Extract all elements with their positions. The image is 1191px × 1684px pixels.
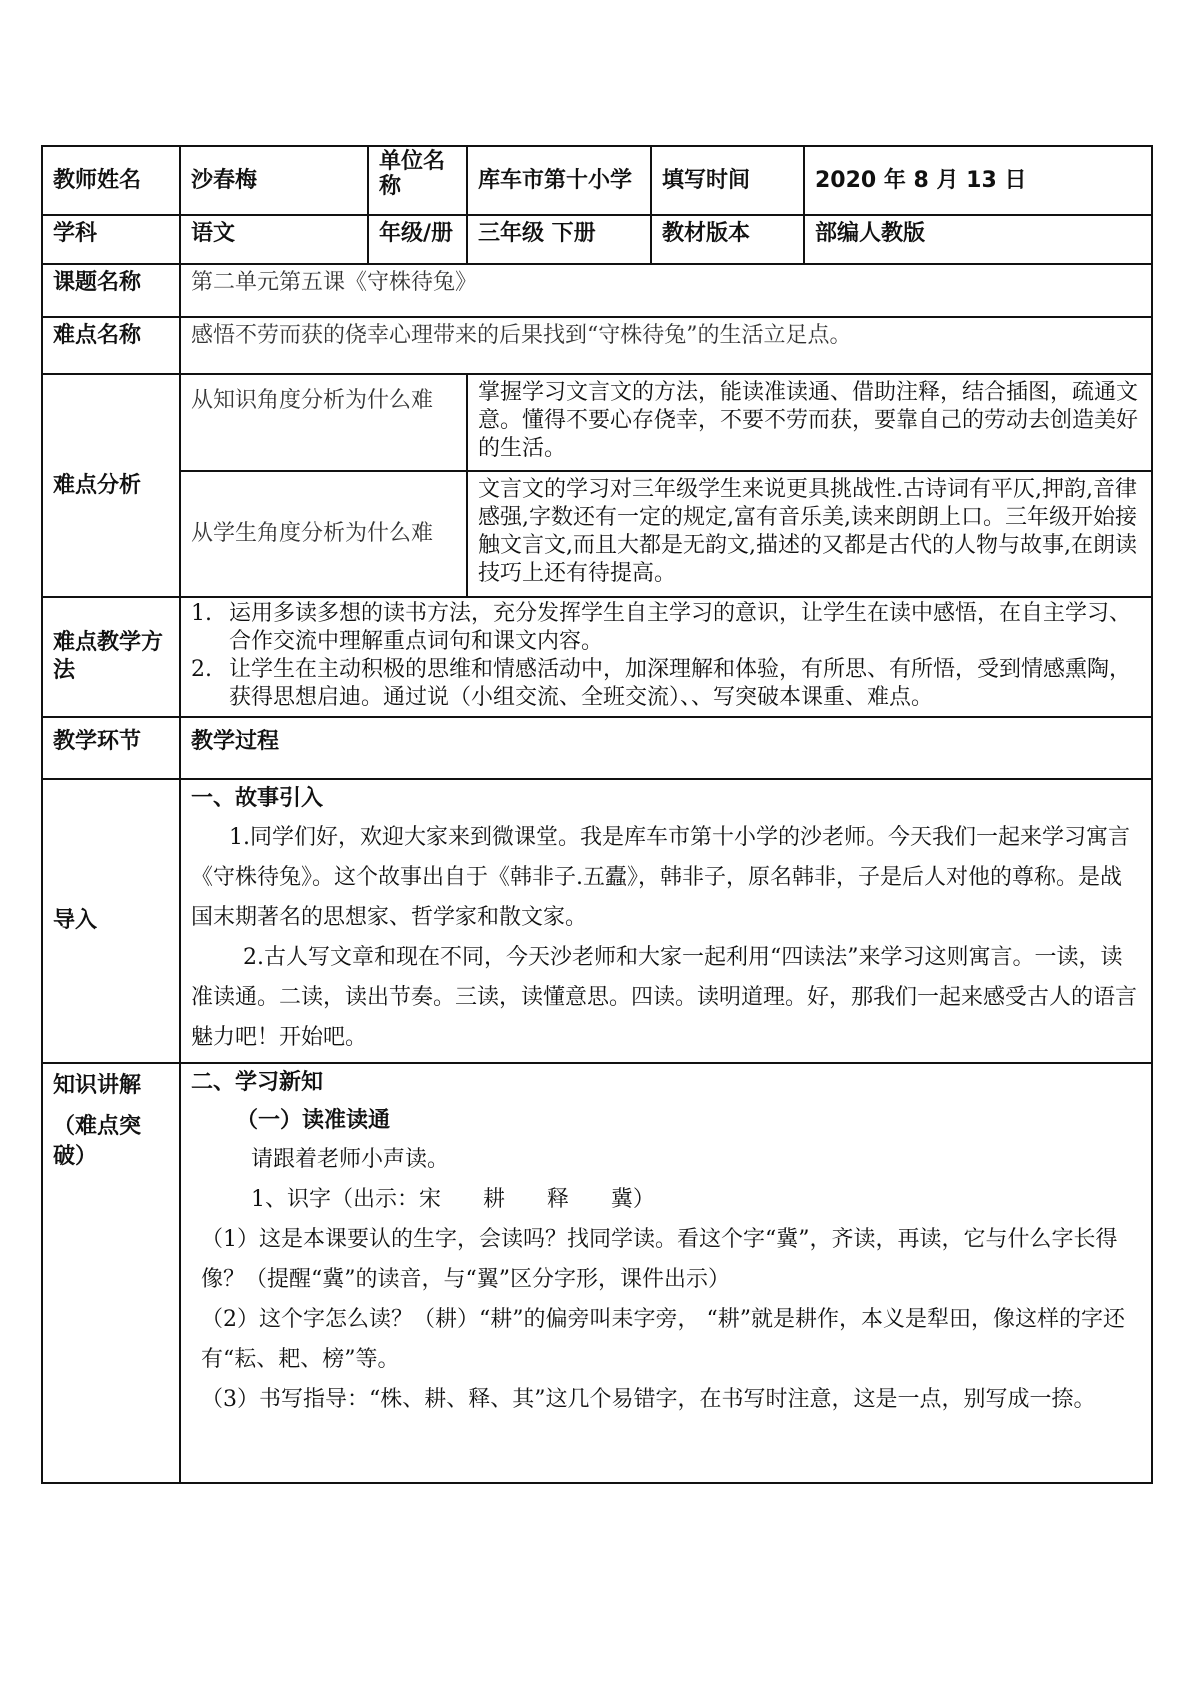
unit-value: 库车市第十小学 [467, 146, 651, 215]
knowledge-content [180, 1063, 1152, 1483]
date-value: 2020 年 8 月 13 日 [804, 146, 1152, 215]
intro-paragraph-2: 2.古人写文章和现在不同，今天沙老师和大家一起利用“四读法”来学习这则寓言。一读，读准读通。二读，读出节奏。三读，读懂意思。四读。读明道理。好，那我们一起来感受古人的语言魅力吧！开始吧。 [191, 945, 1138, 1050]
teacher-value: 沙春梅 [180, 146, 368, 215]
student-angle-label: 从学生角度分析为什么难 [180, 471, 467, 597]
knowledge-label-cell [42, 1063, 180, 1483]
grade-value: 三年级 下册 [467, 215, 651, 264]
knowledge-label-sub: （难点突破） [53, 1114, 142, 1169]
list-item [191, 600, 1141, 656]
knowledge-paragraph-3: （3）书写指导：“株、耕、释、其”这几个易错字，在书写时注意，这是一点，别写成一捺。 [201, 1387, 1096, 1412]
subject-label: 学科 [42, 215, 180, 264]
list-item-number: 2. [191, 657, 212, 682]
teacher-label: 教师姓名 [42, 146, 180, 215]
process-label: 教学过程 [180, 717, 1152, 779]
edition-value: 部编人教版 [804, 215, 1152, 264]
table-row [42, 215, 1152, 264]
intro-content [180, 779, 1152, 1063]
intro-paragraph-1: 1.同学们好，欢迎大家来到微课堂。我是库车市第十小学的沙老师。今天我们一起来学习寓言《守株待兔》。这个故事出自于《韩非子.五蠹》，韩非子，原名韩非，子是后人对他的尊称。是战国末期著名的思想家、哲学家和散文家。 [191, 825, 1130, 930]
topic-value: 第二单元第五课《守株待兔》 [180, 264, 1152, 317]
methods-label: 难点教学方法 [42, 597, 180, 717]
table-row [42, 146, 1152, 215]
list-item-text: 运用多读多想的读书方法，充分发挥学生自主学习的意识，让学生在读中感悟，在自主学习、合作交流中理解重点词句和课文内容。 [229, 601, 1132, 654]
table-row [42, 471, 1152, 597]
student-angle-text: 文言文的学习对三年级学生来说更具挑战性.古诗词有平仄,押韵,音律感强,字数还有一定的规定,富有音乐美,读来朗朗上口。三年级开始接触文言文,而且大都是无韵文,描述的又都是古代的人物与故事,在朗读技巧上还有待提高。 [467, 471, 1152, 597]
table-row [42, 717, 1152, 779]
knowledge-angle-text: 掌握学习文言文的方法，能读准读通、借助注释，结合插图，疏通文意。懂得不要心存侥幸，不要不劳而获，要靠自己的劳动去创造美好的生活。 [467, 374, 1152, 471]
list-item-number: 1. [191, 601, 212, 626]
table-row [42, 264, 1152, 317]
edition-label: 教材版本 [651, 215, 804, 264]
knowledge-angle-label: 从知识角度分析为什么难 [180, 374, 467, 471]
topic-label: 课题名称 [42, 264, 180, 317]
intro-title: 一、故事引入 [191, 786, 324, 811]
list-item-text: 让学生在主动积极的思维和情感活动中，加深理解和体验，有所思、有所悟，受到情感熏陶，获得思想启迪。通过说（小组交流、全班交流）、、写突破本课重、难点。 [229, 657, 1132, 710]
intro-label: 导入 [42, 779, 180, 1063]
stage-label: 教学环节 [42, 717, 180, 779]
subject-value: 语文 [180, 215, 368, 264]
table-row [42, 597, 1152, 717]
knowledge-line-2: 1、识字（出示：宋 耕 释 冀） [251, 1187, 655, 1212]
knowledge-title: 二、学习新知 [191, 1070, 324, 1095]
difficulty-label: 难点名称 [42, 317, 180, 374]
methods-list [191, 600, 1141, 712]
methods-list-cell [180, 597, 1152, 717]
table-row [42, 1063, 1152, 1483]
list-item [191, 656, 1141, 712]
difficulty-value: 感悟不劳而获的侥幸心理带来的后果找到“守株待兔”的生活立足点。 [180, 317, 1152, 374]
knowledge-paragraph-1: （1）这是本课要认的生字，会读吗？找同学读。看这个字“冀”，齐读，再读，它与什么字长得像？（提醒“冀”的读音，与“翼”区分字形，课件出示） [201, 1227, 1118, 1292]
knowledge-label: 知识讲解 [53, 1073, 142, 1098]
knowledge-line-1: 请跟着老师小声读。 [251, 1147, 450, 1172]
grade-label: 年级/册 [368, 215, 467, 264]
knowledge-sub-title: （一）读准读通 [236, 1108, 391, 1133]
knowledge-paragraph-2: （2）这个字怎么读？（耕）“耕”的偏旁叫耒字旁， “耕”就是耕作，本义是犁田，像这样的字还有“耘、耙、榜”等。 [201, 1307, 1125, 1372]
table-row [42, 779, 1152, 1063]
table-row [42, 374, 1152, 471]
table-row [42, 317, 1152, 374]
lesson-plan-table [41, 145, 1153, 1484]
unit-label: 单位名称 [368, 146, 467, 215]
analysis-label: 难点分析 [42, 374, 180, 597]
date-label: 填写时间 [651, 146, 804, 215]
